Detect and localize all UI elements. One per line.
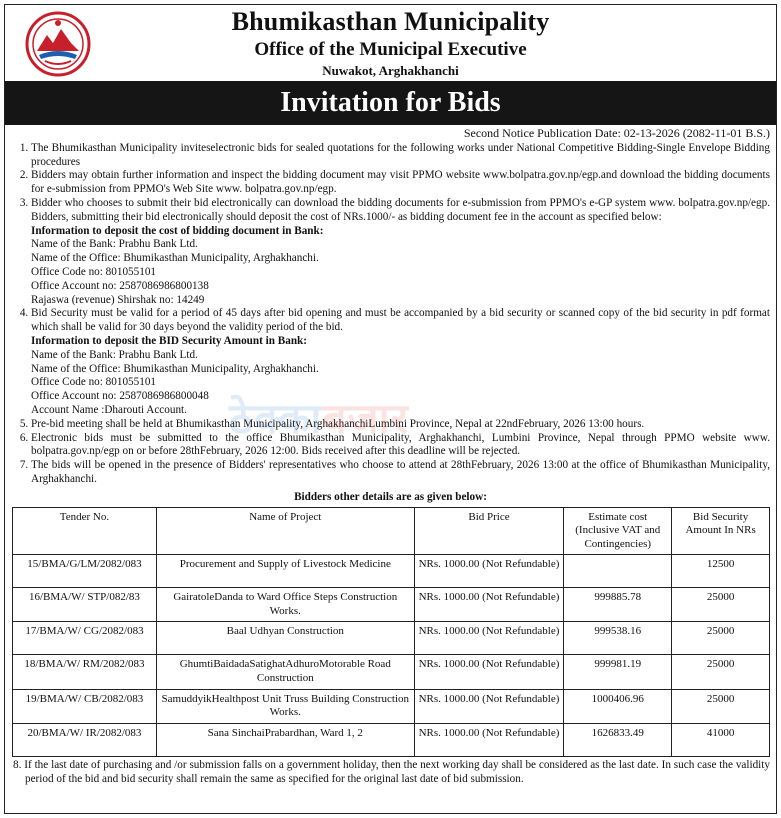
list-item: 3. Bidder who chooses to submit their bid electronically can download the bidding documents for e-submission from PPMO's e-GP system www. bolpatra.gov.np/egp. Bidders, submitting their bid electronically should deposit the cost of NRs.1000/- as bidding document fee in the account as specified below: Information to deposit the cost of bidding document in Bank: Name of the Bank: Prabhu Bank Ltd. Name of the Office: Bhumikasthan Municipality, Arghakhanchi. Office Code no: 801055101 Office Account no: 2587086986800138 Rajaswa (revenue) Shirshak no: 14249 <box>31 197 770 307</box>
col-bid-security: Bid Security Amount In NRs <box>672 507 770 555</box>
office-name: Office of the Municipal Executive <box>254 39 527 60</box>
table-row: 15/BMA/G/LM/2082/083 Procurement and Supply of Livestock Medicine NRs. 1000.00 (Not Refundable) 12500 <box>13 555 770 588</box>
title-banner: Invitation for Bids <box>5 81 776 125</box>
col-estimate-cost: Estimate cost (Inclusive VAT and Contingencies) <box>564 507 672 555</box>
col-tender-no: Tender No. <box>13 507 157 555</box>
table-row: 19/BMA/W/ CB/2082/083 SamuddyikHealthpost Unit Truss Building Construction Works. NRs. 1000.00 (Not Refundable) 1000406.96 25000 <box>13 689 770 723</box>
office-address: Nuwakot, Arghakhanchi <box>322 63 459 78</box>
notice-body <box>11 127 770 786</box>
table-row: 20/BMA/W/ IR/2082/083 Sana SinchaiPrabardhan, Ward 1, 2 NRs. 1000.00 (Not Refundable) 1626833.49 41000 <box>13 723 770 756</box>
list-item: 2. Bidders may obtain further information and inspect the bidding document may visit PPMO website www.bolpatra.gov.np/egp.and download the bidding documents for e-submission from PPMO's Web Site www. bolpatra.gov.np/egp. <box>31 169 770 197</box>
list-item: 1. The Bhumikasthan Municipality inviteselectronic bids for sealed quotations for the following works under National Competitive Bidding-Single Envelope Bidding procedures <box>31 142 770 170</box>
table-row: 16/BMA/W/ STP/082/83 GairatoleDanda to Ward Office Steps Construction Works. NRs. 1000.00 (Not Refundable) 999885.78 25000 <box>13 588 770 622</box>
list-item: 7. The bids will be opened in the presence of Bidders' representatives who choose to attend at 28thFebruary, 2026 13:00 at the office of Bhumikasthan Municipality, Arghakhanchi. <box>31 459 770 487</box>
watermark-part-2: बजार <box>322 394 409 443</box>
bids-table <box>12 507 770 757</box>
table-header-row <box>13 507 770 555</box>
doc-fee-bank-info: Information to deposit the cost of bidding document in Bank: Name of the Bank: Prabhu Bank Ltd. Name of the Office: Bhumikasthan Municipality, Arghakhanchi. Office Code no: 801055101 Office Account no: 2587086986800138 Rajaswa (revenue) Shirshak no: 14249 <box>31 225 770 308</box>
list-item: 6. Electronic bids must be submitted to the office Bhumikasthan Municipality, Arghakhanchi, Lumbini Province, Nepal through PPMO website www. bolpatra.gov.np/egp on or before 28thFebruary, 2026 12:00. Bids received after this deadline will be rejected. <box>31 432 770 460</box>
col-project-name: Name of Project <box>156 507 414 555</box>
list-item: 4. Bid Security must be valid for a period of 45 days after bid opening and must be accompanied by a bid security or scanned copy of the bid security in pdf format which shall be valid for 30 days beyond the validity period of the bid. Information to deposit the BID Security Amount in Bank: Name of the Bank: Prabhu Bank Ltd. Name of the Office: Bhumikasthan Municipality, Arghakhanchi. Office Code no: 801055101 Office Account no: 2587086986800048 Account Name :Dharouti Account. <box>31 307 770 417</box>
watermark-part-1: ठेक्का <box>229 394 323 443</box>
table-title: Bidders other details are as given below: <box>294 490 487 503</box>
security-heading: Information to deposit the BID Security Amount in Bank: <box>31 334 307 347</box>
org-name: Bhumikasthan Municipality <box>231 7 550 36</box>
security-bank-info: Information to deposit the BID Security Amount in Bank: Name of the Bank: Prabhu Bank Ltd. Name of the Office: Bhumikasthan Municipality, Arghakhanchi. Office Code no: 801055101 Office Account no: 2587086986800048 Account Name :Dharouti Account. <box>31 335 770 418</box>
notice-list <box>11 142 770 487</box>
publication-date: Second Notice Publication Date: 02-13-2026 (2082-11-01 B.S.) <box>463 126 770 140</box>
notice-page <box>4 4 777 814</box>
holiday-note: 8. If the last date of purchasing and /or submission falls on a government holiday, then the next working day shall be considered as the last date. In such case the validity period of the bid and bid security shall remain the same as specified for the original last date of bid submission. <box>13 758 770 785</box>
doc-fee-heading: Information to deposit the cost of bidding document in Bank: <box>31 224 324 237</box>
list-item: 5. Pre-bid meeting shall be held at Bhumikasthan Municipality, ArghakhanchiLumbini Province, Nepal at 22ndFebruary, 2026 13:00 hours. <box>31 418 770 432</box>
header <box>5 5 776 81</box>
col-bid-price: Bid Price <box>414 507 564 555</box>
table-row: 18/BMA/W/ RM/2082/083 GhumtiBaidadaSatighatAdhuroMotorable Road Construction NRs. 1000.00 (Not Refundable) 999981.19 25000 <box>13 655 770 689</box>
table-row: 17/BMA/W/ CG/2082/083 Baal Udhyan Construction NRs. 1000.00 (Not Refundable) 999538.16 25000 <box>13 622 770 655</box>
